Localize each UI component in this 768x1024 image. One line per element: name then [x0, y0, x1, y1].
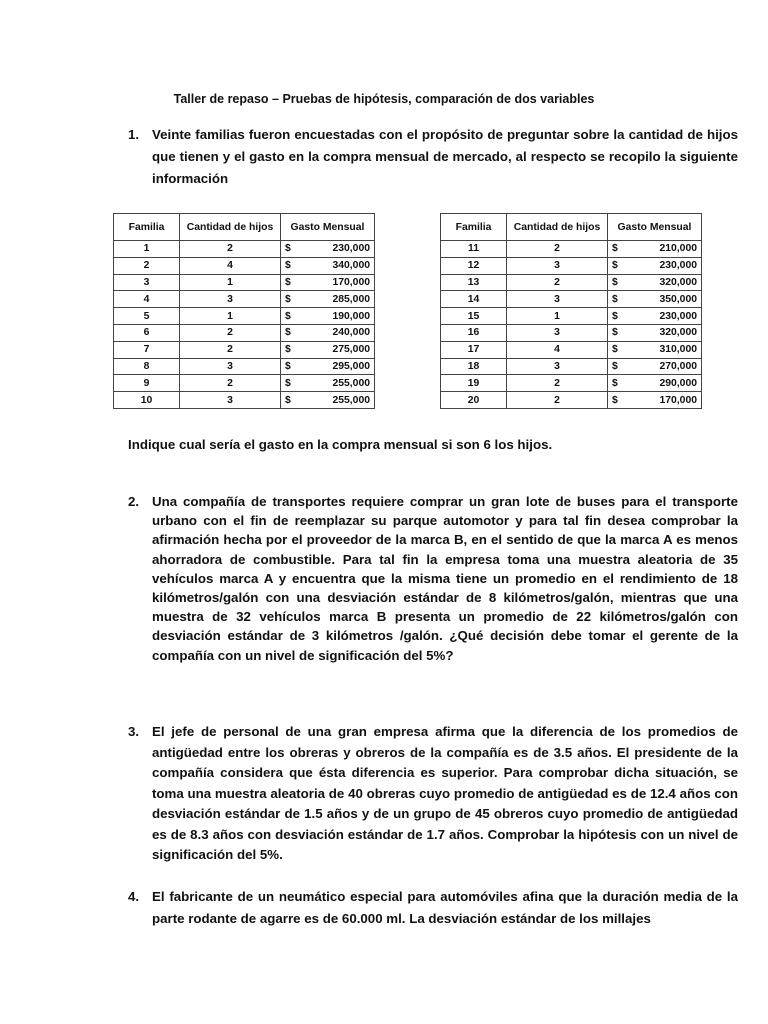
expense-amount: 210,000 — [659, 243, 697, 255]
children-cell: 2 — [180, 241, 281, 258]
family-cell: 4 — [114, 291, 180, 308]
family-cell: 18 — [441, 358, 507, 375]
table-row — [441, 392, 702, 409]
expense-amount: 320,000 — [659, 276, 697, 288]
expense-amount: 230,000 — [659, 310, 697, 322]
expense-cell — [608, 341, 702, 358]
question-number: 1. — [128, 127, 140, 142]
family-cell: 10 — [114, 392, 180, 409]
children-cell: 1 — [507, 308, 608, 325]
table-row — [114, 291, 375, 308]
expense-cell — [281, 392, 375, 409]
table-row — [441, 274, 702, 291]
column-header: Gasto Mensual — [608, 214, 702, 241]
question-4 — [128, 886, 738, 930]
currency-symbol: $ — [285, 310, 291, 322]
currency-symbol: $ — [285, 327, 291, 339]
children-cell: 1 — [180, 274, 281, 291]
children-cell: 3 — [507, 291, 608, 308]
family-cell: 20 — [441, 392, 507, 409]
currency-symbol: $ — [285, 293, 291, 305]
expense-amount: 290,000 — [659, 377, 697, 389]
expense-amount: 170,000 — [332, 276, 370, 288]
currency-symbol: $ — [285, 377, 291, 389]
column-header: Familia — [441, 214, 507, 241]
data-table-right — [440, 213, 702, 409]
family-cell: 12 — [441, 257, 507, 274]
expense-cell — [281, 274, 375, 291]
children-cell: 3 — [180, 291, 281, 308]
currency-symbol: $ — [285, 276, 291, 288]
question-1-prompt: Indique cual sería el gasto en la compra mensual si son 6 los hijos. — [128, 437, 553, 452]
expense-cell — [608, 291, 702, 308]
currency-symbol: $ — [285, 360, 291, 372]
column-header: Cantidad de hijos — [180, 214, 281, 241]
family-cell: 2 — [114, 257, 180, 274]
expense-cell — [608, 358, 702, 375]
expense-cell — [281, 358, 375, 375]
question-number: 2. — [128, 494, 140, 509]
question-text: Veinte familias fueron encuestadas con el propósito de preguntar sobre la cantidad de hijos que tienen y el gasto en la compra mensual de mercado, al respecto se recopilo la siguiente información — [152, 127, 738, 186]
expense-amount: 170,000 — [659, 394, 697, 406]
question-number: 4. — [128, 889, 140, 904]
currency-symbol: $ — [612, 344, 618, 356]
family-cell: 9 — [114, 375, 180, 392]
currency-symbol: $ — [612, 293, 618, 305]
children-cell: 1 — [180, 308, 281, 325]
expense-cell — [608, 375, 702, 392]
expense-amount: 240,000 — [332, 327, 370, 339]
expense-amount: 275,000 — [332, 344, 370, 356]
table-row — [441, 291, 702, 308]
family-cell: 7 — [114, 341, 180, 358]
children-cell: 2 — [507, 375, 608, 392]
expense-cell — [281, 291, 375, 308]
table-row — [114, 257, 375, 274]
family-cell: 15 — [441, 308, 507, 325]
family-cell: 5 — [114, 308, 180, 325]
data-table-left — [113, 213, 375, 409]
table-row — [441, 308, 702, 325]
table-row — [114, 324, 375, 341]
expense-amount: 340,000 — [332, 260, 370, 272]
table-row — [441, 358, 702, 375]
currency-symbol: $ — [612, 360, 618, 372]
currency-symbol: $ — [285, 260, 291, 272]
currency-symbol: $ — [612, 276, 618, 288]
expense-cell — [281, 341, 375, 358]
expense-amount: 230,000 — [332, 243, 370, 255]
currency-symbol: $ — [612, 327, 618, 339]
children-cell: 4 — [507, 341, 608, 358]
question-1 — [128, 124, 738, 190]
family-cell: 14 — [441, 291, 507, 308]
expense-cell — [608, 308, 702, 325]
family-cell: 8 — [114, 358, 180, 375]
question-text: El jefe de personal de una gran empresa afirma que la diferencia de los promedios de antigüedad entre los obreras y obreros de la compañía es de 3.5 años. El presidente de la compañía considera que ésta diferencia es superior. Para comprobar dicha situación, se toma una muestra aleatoria de 40 obreras cuyo promedio de antigüedad es de 12.4 años con desviación estándar de 1.5 años y de un grupo de 45 obreros cuyo promedio de antigüedad es de 8.3 años con desviación estándar de 1.7 años. Comprobar la hipótesis con un nivel de significación del 5%. — [152, 724, 738, 862]
children-cell: 3 — [180, 358, 281, 375]
expense-amount: 320,000 — [659, 327, 697, 339]
currency-symbol: $ — [285, 344, 291, 356]
expense-cell — [608, 274, 702, 291]
table-row — [114, 341, 375, 358]
currency-symbol: $ — [612, 243, 618, 255]
column-header: Cantidad de hijos — [507, 214, 608, 241]
currency-symbol: $ — [285, 394, 291, 406]
question-2 — [128, 492, 738, 665]
table-row — [114, 358, 375, 375]
family-cell: 19 — [441, 375, 507, 392]
table-row — [114, 308, 375, 325]
children-cell: 4 — [180, 257, 281, 274]
children-cell: 2 — [180, 324, 281, 341]
currency-symbol: $ — [612, 394, 618, 406]
table-row — [441, 375, 702, 392]
table-row — [441, 341, 702, 358]
expense-cell — [608, 241, 702, 258]
expense-amount: 190,000 — [332, 310, 370, 322]
children-cell: 2 — [180, 341, 281, 358]
children-cell: 3 — [507, 358, 608, 375]
currency-symbol: $ — [612, 260, 618, 272]
expense-amount: 295,000 — [332, 360, 370, 372]
expense-cell — [281, 308, 375, 325]
children-cell: 2 — [507, 241, 608, 258]
question-text: Una compañía de transportes requiere comprar un gran lote de buses para el transporte urbano con el fin de reemplazar su parque automotor y para tal fin desea comprobar la afirmación hecha por el proveedor de la marca B, en el sentido de que la marca A es menos ahorradora de combustible. Para tal fin la empresa toma una muestra aleatoria de 35 vehículos marca A y encuentra que la misma tiene un promedio en el rendimiento de 18 kilómetros/galón con una desviación estándar de 8 kilómetros/galón, mientras que una muestra de 32 vehículos marca B presenta un promedio de 22 kilómetros/galón con desviación estándar de 3 kilómetros /galón. ¿Qué decisión debe tomar el gerente de la compañía con un nivel de significación del 5%? — [152, 494, 738, 663]
table-row — [441, 241, 702, 258]
expense-cell — [281, 324, 375, 341]
question-text: El fabricante de un neumático especial para automóviles afina que la duración media de la parte rodante de agarre es de 60.000 ml. La desviación estándar de los millajes — [152, 889, 738, 926]
expense-amount: 270,000 — [659, 360, 697, 372]
family-cell: 1 — [114, 241, 180, 258]
expense-amount: 255,000 — [332, 394, 370, 406]
family-cell: 17 — [441, 341, 507, 358]
family-cell: 3 — [114, 274, 180, 291]
children-cell: 2 — [507, 274, 608, 291]
children-cell: 2 — [180, 375, 281, 392]
expense-amount: 255,000 — [332, 377, 370, 389]
family-cell: 11 — [441, 241, 507, 258]
question-number: 3. — [128, 724, 140, 739]
table-row — [441, 324, 702, 341]
column-header: Gasto Mensual — [281, 214, 375, 241]
expense-amount: 310,000 — [659, 344, 697, 356]
expense-cell — [281, 241, 375, 258]
column-header: Familia — [114, 214, 180, 241]
table-row — [441, 257, 702, 274]
table-row — [114, 274, 375, 291]
table-row — [114, 375, 375, 392]
family-cell: 13 — [441, 274, 507, 291]
expense-amount: 285,000 — [332, 293, 370, 305]
children-cell: 3 — [507, 257, 608, 274]
page-title: Taller de repaso – Pruebas de hipótesis, comparación de dos variables — [173, 92, 595, 106]
family-cell: 16 — [441, 324, 507, 341]
question-3 — [128, 722, 738, 866]
currency-symbol: $ — [285, 243, 291, 255]
table-row — [114, 241, 375, 258]
expense-amount: 230,000 — [659, 260, 697, 272]
expense-cell — [608, 257, 702, 274]
children-cell: 2 — [507, 392, 608, 409]
family-cell: 6 — [114, 324, 180, 341]
expense-cell — [281, 375, 375, 392]
children-cell: 3 — [180, 392, 281, 409]
expense-cell — [281, 257, 375, 274]
currency-symbol: $ — [612, 310, 618, 322]
currency-symbol: $ — [612, 377, 618, 389]
expense-amount: 350,000 — [659, 293, 697, 305]
expense-cell — [608, 392, 702, 409]
table-row — [114, 392, 375, 409]
children-cell: 3 — [507, 324, 608, 341]
expense-cell — [608, 324, 702, 341]
